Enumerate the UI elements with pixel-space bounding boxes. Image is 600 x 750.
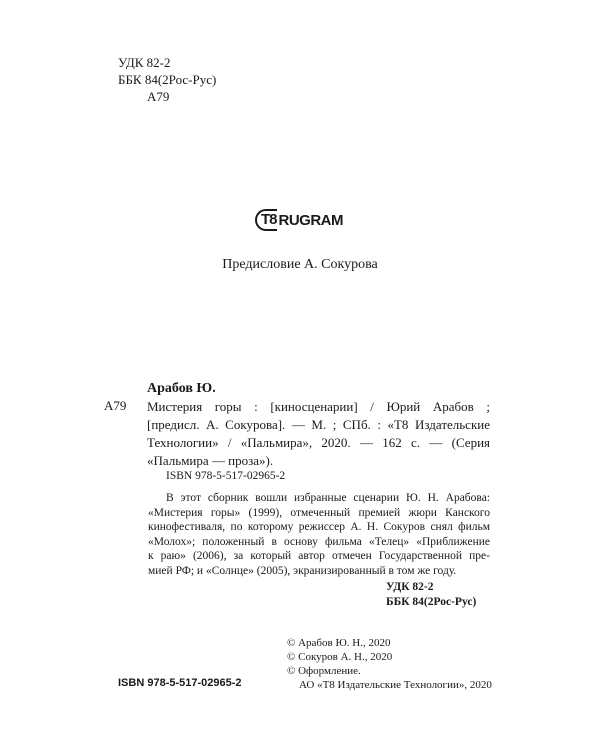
udk-code: УДК 82-2 [118, 55, 171, 70]
bib-line: Технологии» / «Пальмира», 2020. — 162 с. — (Серия [147, 435, 490, 450]
udk-code-right: УДК 82-2 [386, 581, 434, 593]
bibliographic-description [147, 398, 490, 470]
author-sign-bib: А79 [104, 398, 127, 413]
copyright-block [287, 636, 492, 692]
annotation-line: В этот сборник вошли избранные сценарии Ю. Н. Арабова: [166, 492, 490, 504]
publisher-logo [255, 207, 355, 233]
author-sign: А79 [147, 89, 170, 104]
annotation [148, 491, 490, 578]
bbk-code: ББК 84(2Рос-Рус) [118, 72, 217, 87]
annotation-line: к раю» (2006), за который автор отмечен Государственной пре- [148, 550, 490, 562]
annotation-line: «Молох»; положенный в основу фильма «Телец» «Приближение [148, 535, 490, 548]
copyright-line: © Арабов Ю. Н., 2020 [287, 637, 391, 649]
copyright-line: © Сокуров А. Н., 2020 [287, 651, 393, 663]
isbn-bottom: ISBN 978-5-517-02965-2 [118, 677, 242, 689]
bib-line: Мистерия горы : [киносценарии] / Юрий Арабов ; [147, 399, 490, 414]
isbn-bib: ISBN 978-5-517-02965-2 [166, 470, 286, 482]
annotation-line: «Мистерия горы» (1999), отмеченный премией жюри Канского [148, 506, 490, 519]
annotation-line: кинофестиваля, по которому режиссер А. Н. Сокуров снял фильм [148, 521, 490, 533]
logo-mark: T8 [255, 209, 277, 231]
author-heading: Арабов Ю. [147, 381, 216, 396]
logo-word: RUGRAM [278, 211, 344, 229]
foreword-credit: Предисловие А. Сокурова [222, 257, 378, 272]
copyright-publisher: АО «Т8 Издательские Технологии», 2020 [299, 679, 492, 691]
bbk-code-right: ББК 84(2Рос-Рус) [386, 596, 477, 608]
annotation-line: мией РФ; и «Солнце» (2005), экранизированный в том же году. [148, 564, 457, 577]
bib-line: «Пальмира — проза»). [147, 453, 274, 468]
bib-line: [предисл. А. Сокурова]. — М. ; СПб. : «Т8 Издательские [147, 417, 490, 432]
copyright-line: © Оформление. [287, 665, 361, 677]
